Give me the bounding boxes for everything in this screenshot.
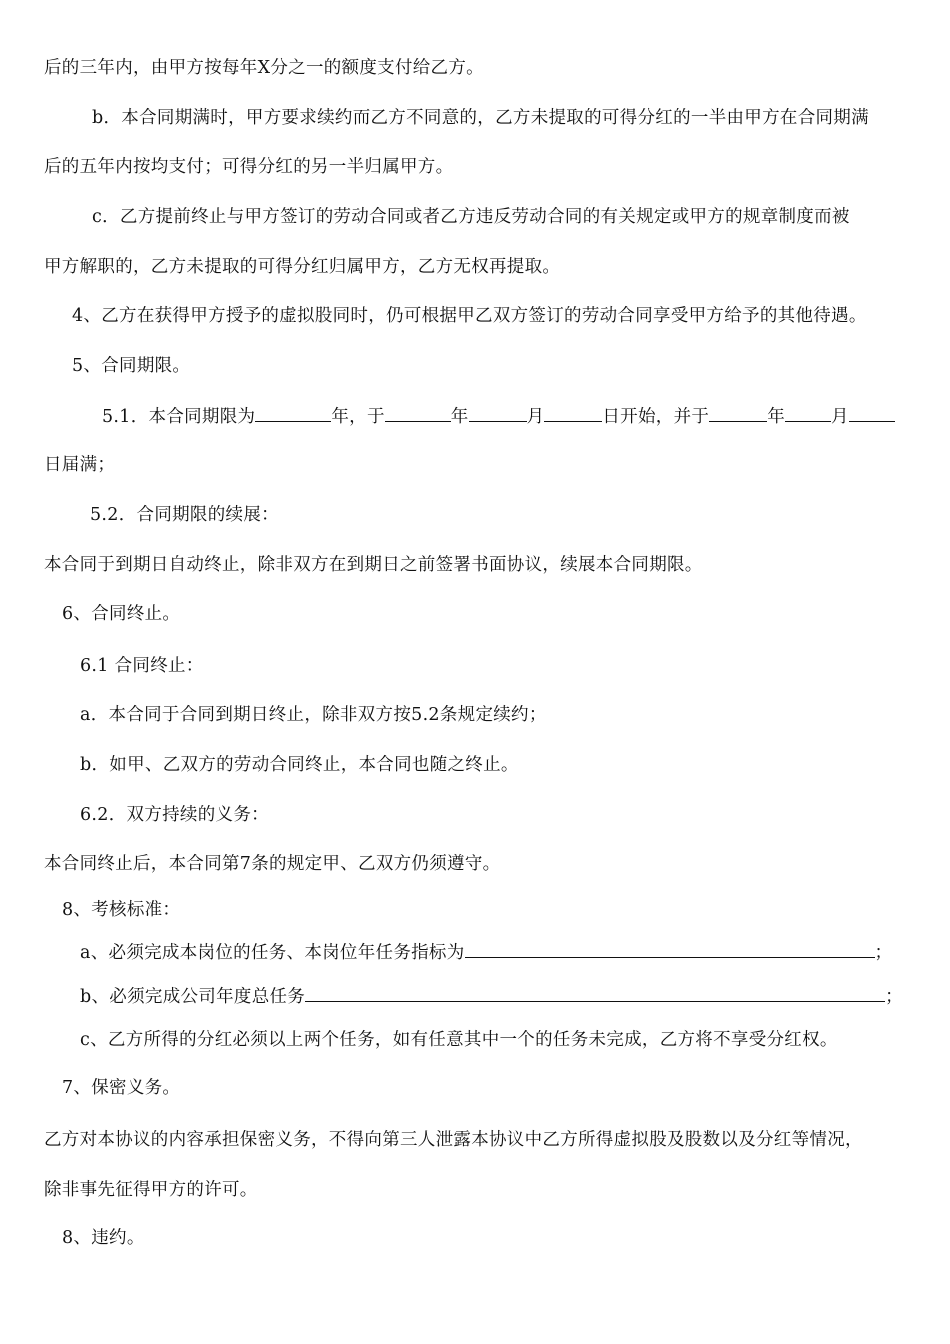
paragraph-line: b．本合同期满时，甲方要求续约而乙方不同意的，乙方未提取的可得分红的一半由甲方在合同期满 bbox=[92, 108, 869, 128]
section-heading: 8、违约。 bbox=[62, 1228, 145, 1248]
text-fragment: 月 bbox=[831, 407, 849, 427]
paragraph-line: 本合同于到期日自动终止，除非双方在到期日之前签署书面协议，续展本合同期限。 bbox=[44, 555, 703, 575]
paragraph-line: c．乙方提前终止与甲方签订的劳动合同或者乙方违反劳动合同的有关规定或甲方的规章制度而被 bbox=[92, 207, 850, 227]
clause-item: a．本合同于合同到期日终止，除非双方按5.2条规定续约； bbox=[80, 705, 547, 725]
paragraph-line: 除非事先征得甲方的许可。 bbox=[44, 1180, 258, 1200]
text-fragment: 年 bbox=[767, 407, 785, 427]
paragraph-line: 后的五年内按均支付；可得分红的另一半归属甲方。 bbox=[44, 157, 454, 177]
blank-line bbox=[849, 404, 895, 422]
clause-5-2: 5.2．合同期限的续展： bbox=[90, 505, 279, 525]
paragraph-line: 后的三年内，由甲方按每年X分之一的额度支付给乙方。 bbox=[44, 58, 484, 78]
text-fragment: 日开始，并于 bbox=[602, 407, 710, 427]
blank-line bbox=[709, 404, 767, 422]
blank-line bbox=[465, 940, 875, 958]
blank-line bbox=[785, 404, 831, 422]
blank-line bbox=[385, 404, 451, 422]
assessment-item-a bbox=[80, 940, 892, 965]
assessment-item-b bbox=[80, 984, 903, 1009]
paragraph-line: 乙方对本协议的内容承担保密义务，不得向第三人泄露本协议中乙方所得虚拟股及股数以及分红等情况， bbox=[44, 1130, 863, 1150]
clause-4: 4、乙方在获得甲方授予的虚拟股同时，仍可根据甲乙双方签订的劳动合同享受甲方给予的其他待遇。 bbox=[72, 306, 867, 326]
paragraph-line: 本合同终止后，本合同第7条的规定甲、乙双方仍须遵守。 bbox=[44, 854, 501, 874]
clause-6-1: 6.1 合同终止： bbox=[80, 656, 204, 676]
text-fragment: 年，于 bbox=[331, 407, 385, 427]
clause-5-1 bbox=[102, 404, 895, 429]
blank-line bbox=[255, 404, 331, 422]
clause-item: b．如甲、乙双方的劳动合同终止，本合同也随之终止。 bbox=[80, 755, 519, 775]
section-heading: 5、合同期限。 bbox=[72, 356, 191, 376]
text-fragment: ； bbox=[885, 987, 903, 1007]
section-heading: 7、保密义务。 bbox=[62, 1078, 181, 1098]
blank-line bbox=[305, 984, 885, 1002]
assessment-item-c: c、乙方所得的分红必须以上两个任务，如有任意其中一个的任务未完成，乙方将不享受分红权。 bbox=[80, 1030, 838, 1050]
paragraph-line: 日届满； bbox=[44, 455, 116, 475]
section-heading: 8、考核标准： bbox=[62, 900, 181, 920]
text-fragment: 5.1．本合同期限为 bbox=[102, 407, 256, 427]
text-fragment: ； bbox=[874, 943, 893, 963]
blank-line bbox=[469, 404, 527, 422]
text-fragment: a、必须完成本岗位的任务、本岗位年任务指标为 bbox=[80, 943, 465, 963]
paragraph-line: 甲方解职的，乙方未提取的可得分红归属甲方，乙方无权再提取。 bbox=[44, 257, 561, 277]
text-fragment: b、必须完成公司年度总任务 bbox=[80, 987, 306, 1007]
text-fragment: 月 bbox=[526, 407, 545, 427]
text-fragment: 年 bbox=[450, 407, 469, 427]
clause-6-2: 6.2．双方持续的义务： bbox=[80, 805, 269, 825]
blank-line bbox=[544, 404, 602, 422]
section-heading: 6、合同终止。 bbox=[62, 604, 181, 624]
